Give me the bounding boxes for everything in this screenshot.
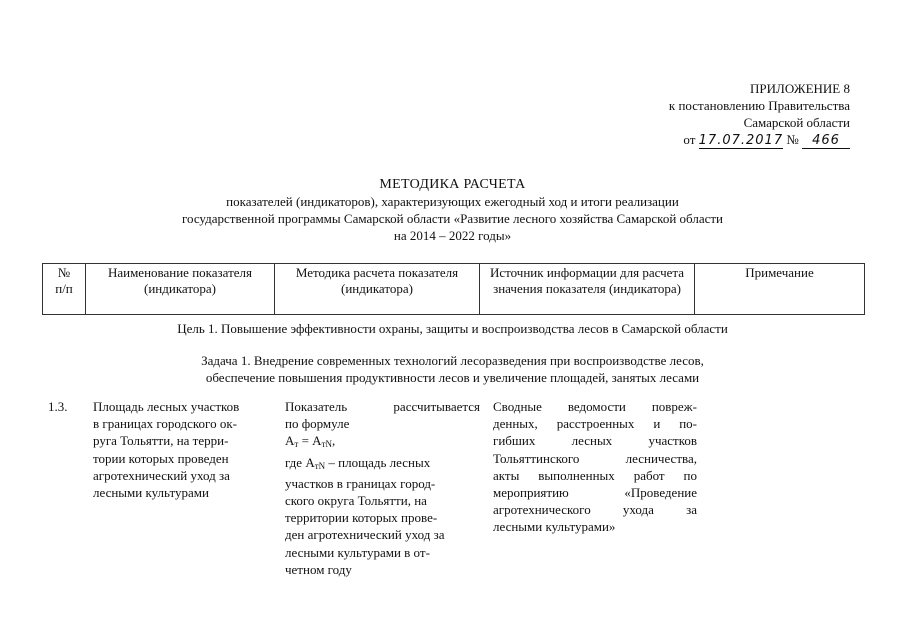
header-no-line-2: п/п: [55, 281, 73, 296]
method-line: лесными культурами в от-: [285, 544, 430, 560]
number-prefix: №: [786, 132, 799, 147]
heading-line-2: государственной программы Самарской области «Развитие лесного хозяйства Самарской области: [182, 211, 723, 226]
name-line: Площадь лесных участков: [93, 399, 240, 414]
header-col-method: Методика расчета показателя (индикатора): [275, 264, 480, 315]
name-line: агротехнический уход за: [93, 467, 230, 483]
appendix-line-2: Самарской области: [743, 115, 850, 130]
source-line: акты выполненных работ по: [493, 467, 697, 483]
date-prefix: от: [683, 132, 696, 147]
where-line: [285, 454, 480, 475]
source-line: агротехнического ухода за: [493, 502, 697, 518]
header-col-number: [43, 264, 86, 315]
formula: [285, 432, 480, 453]
appendix-date-line: [600, 131, 850, 149]
where-a: где А: [285, 454, 315, 470]
appendix-line-1: к постановлению Правительства: [668, 98, 850, 113]
heading-title: МЕТОДИКА РАСЧЕТА: [379, 177, 526, 192]
appendix-title: ПРИЛОЖЕНИЕ 8: [750, 81, 850, 96]
formula-sub-a: т: [294, 439, 299, 450]
source-line: денных, расстроенных и по-: [493, 416, 697, 432]
method-line: четном году: [285, 561, 352, 577]
task-line-1: Задача 1. Внедрение современных технологий лесоразведения при воспроизводстве лесов,: [201, 353, 704, 368]
formula-eq: = А: [298, 433, 322, 449]
header-col-name: Наименование показателя (индикатора): [86, 264, 275, 315]
name-line: тории которых проведен: [93, 450, 229, 466]
source-line: Сводные ведомости повреж-: [493, 399, 697, 414]
name-line: в границах городского ок-: [93, 416, 237, 432]
row-information-source: [493, 398, 697, 536]
task-block: [40, 352, 865, 386]
header-col-source: Источник информации для расчета значения показателя (индикатора): [480, 264, 695, 315]
handwritten-date: 17.07.2017: [698, 133, 784, 148]
source-line: лесными культурами»: [493, 519, 616, 535]
where-sub: тN: [314, 460, 326, 471]
goal-text: Цель 1. Повышение эффективности охраны, защиты и воспроизводства лесов в Самарской области: [177, 321, 728, 336]
source-line: Тольяттинского лесничества,: [493, 450, 697, 466]
name-line: руга Тольятти, на терри-: [93, 433, 229, 449]
row-calculation-method: [285, 398, 480, 578]
formula-a: А: [285, 433, 295, 449]
header-no-line-1: №: [57, 265, 71, 280]
table-header-row: [43, 264, 865, 315]
method-line: ского округа Тольятти, на: [285, 493, 427, 509]
heading-line-1: показателей (индикаторов), характеризующих ежегодный ход и итоги реализации: [226, 194, 679, 209]
table-header: [42, 263, 865, 315]
document-heading: [40, 176, 865, 244]
formula-tail: ,: [332, 433, 336, 449]
method-line: ден агротехнический уход за: [285, 527, 445, 543]
task-line-2: обеспечение повышения продуктивности лесов и увеличение площадей, занятых лесами: [205, 370, 700, 385]
method-line: территории которых прове-: [285, 510, 438, 526]
handwritten-number: 466: [802, 134, 850, 149]
source-line: гибших лесных участков: [493, 433, 697, 449]
header-col-note: Примечание: [695, 264, 865, 315]
method-line: Показатель рассчитывается: [285, 399, 480, 414]
method-line: участков в границах город-: [285, 475, 436, 491]
where-rest: – площадь лесных: [325, 454, 431, 470]
formula-sub-b: тN: [321, 439, 332, 450]
row-number: 1.3.: [48, 399, 68, 414]
name-line: лесными культурами: [93, 485, 209, 501]
row-indicator-name: [93, 398, 273, 501]
source-line: мероприятию «Проведение: [493, 485, 697, 501]
heading-line-3: на 2014 – 2022 годы»: [393, 228, 512, 243]
method-line: по формуле: [285, 416, 350, 432]
appendix-block: [600, 80, 850, 149]
